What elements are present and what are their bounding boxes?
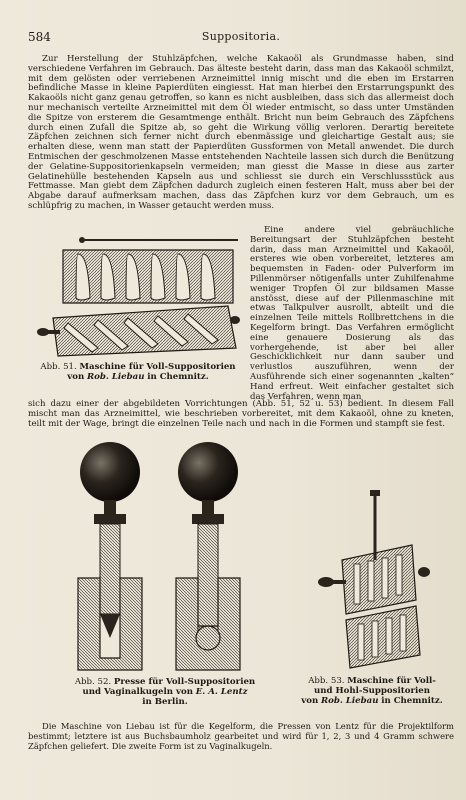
figure-51-caption — [30, 362, 246, 382]
figure-52-illustration — [70, 438, 248, 678]
figure-53-title-line1: Maschine für Voll- — [347, 676, 436, 686]
paragraph-devices — [28, 400, 454, 429]
figure-52-number: Abb. 52. — [74, 677, 112, 687]
figure-51-maker: Rob. Liebau — [87, 372, 145, 382]
closing-paragraph — [28, 721, 454, 751]
figure-53-von: von — [301, 696, 319, 706]
figure-51-von: von — [67, 372, 85, 382]
figure-53-maker: Rob. Liebau — [321, 696, 379, 706]
paragraph-devices-text: sich dazu einer der abgebildeten Vorrichtungen (Abb. 51, 52 u. 53) bedient. In diesem Fall mischt man das Arzneimittel, wie beschrieben vorbereitet, mit dem Kakaoöl, ohne zu kneten, teilt mit der Wage, bringt die einzelnen Teile nach und nach in die Formen und stampft sie fest. — [28, 399, 454, 429]
figure-52-title-line2: und Vaginalkugeln von — [82, 687, 193, 697]
closing-paragraph-text: Die Maschine von Liebau ist für die Kegelform, die Pressen von Lentz für die Projektilform bestimmt; letztere ist aus Buchsbaumholz gearbeitet und wird für 1, 2, 3 und 4 Gramm schwere Zäpfchen geliefert. Die zweite Form ist zu Vaginalkugeln. — [28, 721, 454, 751]
figure-51-title: Maschine für Voll-Suppositorien — [79, 362, 236, 372]
paragraph-intro-text: Zur Herstellung der Stuhlzäpfchen, welche Kakaoöl als Grundmasse haben, sind verschiedene Verfahren im Gebrauch. Das älteste besteht darin, dass man das Kakaoöl schmilzt, mit dem gelösten oder verriebenen Arzneimittel innig mischt und die eben im Erstarren befindliche Masse in kleine Papierdüten eingiesst. Hat man hierbei den Erstarrungspunkt des Kakaoöls nicht ganz genau getroffen, so kann es nicht ausbleiben, dass sich das allermeist doch nur mechanisch verteilte Arzneimittel mit dem Öl wieder entmischt, so dass unter Umständen die Spitze von ersterem die Gesamtmenge enthält. Bricht nun beim Gebrauch des Zäpfchens durch einen Zufall die Spitze ab, so geht die Wirkung völlig verloren. Derartig bereitete Zäpfchen zeichnen sich ferner nicht durch ebenmässige und gleichartige Gestalt aus; sie erhalten diese, wenn man statt der Papierdüten Gussformen von Metall anwendet. Die durch Entmischen der geschmolzenen Masse entstehenden Nachteile lassen sich durch die Benützung der Gelatine-Suppositorienkapseln vermeiden; man giesst die Masse in diese aus zarter Gelatinehülle bestehenden Kapseln aus und schliesst sie durch ein Verschlussstück aus Fettmasse. Man giebt dem Zäpfchen dadurch zugleich einen festeren Halt, muss aber bei der Abgabe darauf aufmerksam machen, dass das Zäpfchen kurz vor dem Gebrauch, um es schlüpfrig zu machen, in Wasser getaucht werden muss. — [28, 54, 454, 211]
figure-51-illustration — [28, 228, 242, 358]
paragraph-method — [250, 226, 454, 402]
figure-53-city: in Chemnitz. — [381, 696, 443, 706]
figure-52-city: in Berlin. — [142, 697, 188, 707]
figure-53-caption — [292, 676, 452, 706]
figure-53-illustration — [312, 490, 432, 670]
page-number: 584 — [28, 30, 51, 44]
running-title: Suppositoria. — [201, 30, 281, 43]
figure-53-title-line2: und Hohl-Suppositorien — [314, 686, 430, 696]
paragraph-method-text: Eine andere viel gebräuchliche Bereitungsart der Stuhlzäpfchen besteht darin, dass man Arzneimittel und Kakaoöl, ersteres wie oben vorbereitet, letzteres am bequemsten in Faden- oder Pulverform im Pillenmörser nötigenfalls unter Zuhilfenahme weniger Tropfen Öl zur bildsamen Masse anstösst, diese auf der Pillenmaschine mit etwas Talkpulver ausrollt, abteilt und die einzelnen Teile mittels Rollbrettchens in die Kegelform bringt. Das Verfahren ermöglicht eine genauere Dosierung als das vorhergehende, ist aber bei aller Geschicklichkeit nur dann sauber und verlustlos auszuführen, wenn der Ausführende sich einer sogenannten „kalten“ Hand erfreut. Weit einfacher gestaltet sich das Verfahren, wenn man — [250, 225, 454, 402]
figure-52-caption — [55, 677, 275, 707]
paragraph-intro — [28, 55, 454, 212]
figure-53-number: Abb. 53. — [308, 676, 345, 686]
figure-52-title-line1: Presse für Voll-Suppositorien — [113, 677, 256, 687]
figure-51-city: in Chemnitz. — [147, 372, 209, 382]
page-header — [28, 30, 454, 46]
figure-52-maker: E. A. Lentz — [195, 687, 248, 697]
figure-51-number: Abb. 51. — [40, 362, 77, 372]
